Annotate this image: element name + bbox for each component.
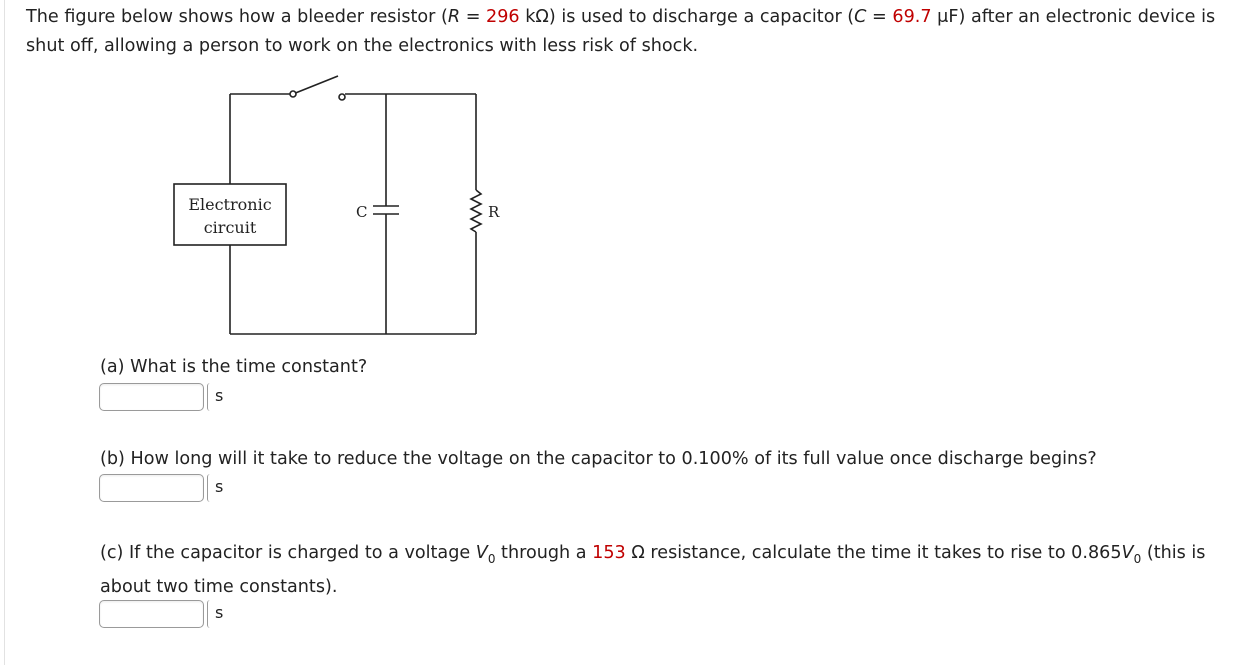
intro-text: The figure below shows how a bleeder resistor ( (26, 7, 448, 27)
unit-label-a: s (215, 386, 224, 405)
question-c-part: Ω resistance, calculate the time it takes to rise to 0.865 (625, 543, 1122, 563)
v-subscript: 0 (1133, 552, 1142, 566)
resistor-label: R (488, 203, 500, 221)
v-symbol: V (1121, 543, 1134, 563)
box-label-line1: Electronic (188, 195, 272, 214)
charging-resistance-value: 153 (592, 543, 626, 563)
answer-input-a[interactable] (99, 383, 204, 411)
capacitor-label: C (356, 203, 368, 221)
switch-contact (290, 91, 296, 97)
capacitance-value: 69.7 (892, 7, 932, 27)
r-symbol: R (447, 7, 461, 27)
question-b-text: (b) How long will it take to reduce the voltage on the capacitor to 0.100% of its full value once discharge begins? (100, 449, 1097, 469)
unit-label-b: s (215, 477, 224, 496)
v-symbol: V (475, 543, 488, 563)
switch-arm (293, 76, 338, 94)
intro-text: μF) after an electronic device is shut off, allowing a person to work on the electronics with less risk of shock. (26, 7, 1216, 56)
resistor-zigzag (471, 190, 481, 232)
answer-input-b[interactable] (99, 474, 204, 502)
question-c-part: (c) If the capacitor is charged to a voltage (100, 543, 476, 563)
v-subscript: 0 (487, 552, 496, 566)
problem-intro (26, 3, 1226, 60)
box-label-line2: circuit (203, 218, 257, 237)
question-c-text (100, 536, 1220, 604)
c-symbol: C (854, 7, 867, 27)
equals-sign: = (460, 7, 487, 27)
equals-sign: = (866, 7, 893, 27)
unit-label-c: s (215, 603, 224, 622)
switch-contact (339, 94, 345, 100)
circuit-diagram (160, 68, 500, 340)
intro-text: kΩ) is used to discharge a capacitor ( (519, 7, 855, 27)
answer-input-c[interactable] (99, 600, 204, 628)
resistance-value: 296 (486, 7, 520, 27)
question-a-text: (a) What is the time constant? (100, 357, 368, 377)
question-c-part: (this is about two time constants). (100, 543, 1206, 597)
question-c-part: through a (495, 543, 593, 563)
